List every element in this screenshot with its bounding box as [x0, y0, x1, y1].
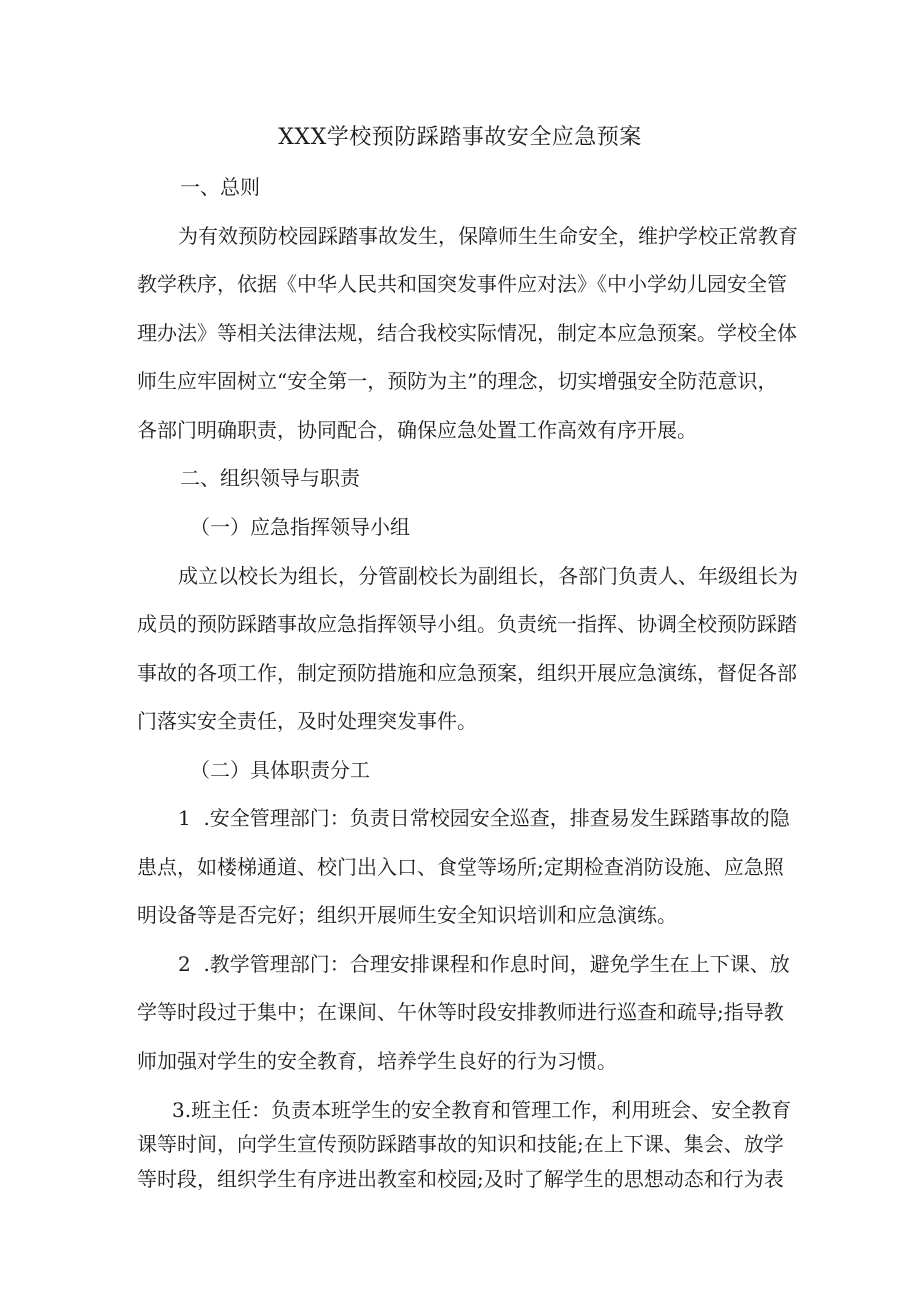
paragraph-line: 为有效预防校园踩踏事故发生，保障师生生命安全，维护学校正常教育 [178, 224, 798, 248]
list-item-line: 学等时段过于集中；在课间、午休等时段安排教师进行巡查和疏导;指导教 [137, 1000, 784, 1024]
list-item-line: 课等时间，向学生宣传预防踩踏事故的知识和技能;在上下课、集会、放学 [137, 1132, 784, 1156]
paragraph-line: 门落实安全责任，及时处理突发事件。 [137, 709, 477, 733]
section-heading-organization: 二、组织领导与职责 [180, 466, 360, 490]
list-item-line: 师加强对学生的安全教育，培养学生良好的行为习惯。 [137, 1049, 617, 1073]
list-item-line: 3.班主任：负责本班学生的安全教育和管理工作，利用班会、安全教育 [172, 1098, 792, 1122]
list-item-line: 等时段，组织学生有序进出教室和校园;及时了解学生的思想动态和行为表 [137, 1167, 784, 1191]
section-heading-general: 一、总则 [180, 175, 260, 199]
list-item-line: 明设备等是否完好；组织开展师生安全知识培训和应急演练。 [137, 903, 677, 927]
paragraph-line: 事故的各项工作，制定预防措施和应急预案，组织开展应急演练，督促各部 [137, 661, 797, 685]
subsection-heading-leadership-group: （一）应急指挥领导小组 [190, 515, 410, 539]
paragraph-line: 教学秩序，依据《中华人民共和国突发事件应对法》《中小学幼儿园安全管 [137, 272, 787, 296]
paragraph-line: 师生应牢固树立“安全第一，预防为主”的理念，切实增强安全防范意识， [137, 369, 778, 393]
subsection-heading-responsibilities: （二）具体职责分工 [190, 758, 370, 782]
paragraph-line: 成员的预防踩踏事故应急指挥领导小组。负责统一指挥、协调全校预防踩踏 [137, 612, 797, 636]
list-item-line: 2 .教学管理部门：合理安排课程和作息时间，避免学生在上下课、放 [178, 952, 790, 976]
list-item-line: 1 .安全管理部门：负责日常校园安全巡查，排查易发生踩踏事故的隐 [178, 806, 790, 830]
list-item-line: 患点，如楼梯通道、校门出入口、食堂等场所;定期检查消防设施、应急照 [137, 855, 784, 879]
paragraph-line: 理办法》等相关法律法规，结合我校实际情况，制定本应急预案。学校全体 [137, 321, 797, 345]
paragraph-line: 成立以校长为组长，分管副校长为副组长，各部门负责人、年级组长为 [178, 564, 798, 588]
paragraph-line: 各部门明确职责，协同配合，确保应急处置工作高效有序开展。 [137, 418, 697, 442]
document-title: XXX学校预防踩踏事故安全应急预案 [278, 125, 642, 150]
